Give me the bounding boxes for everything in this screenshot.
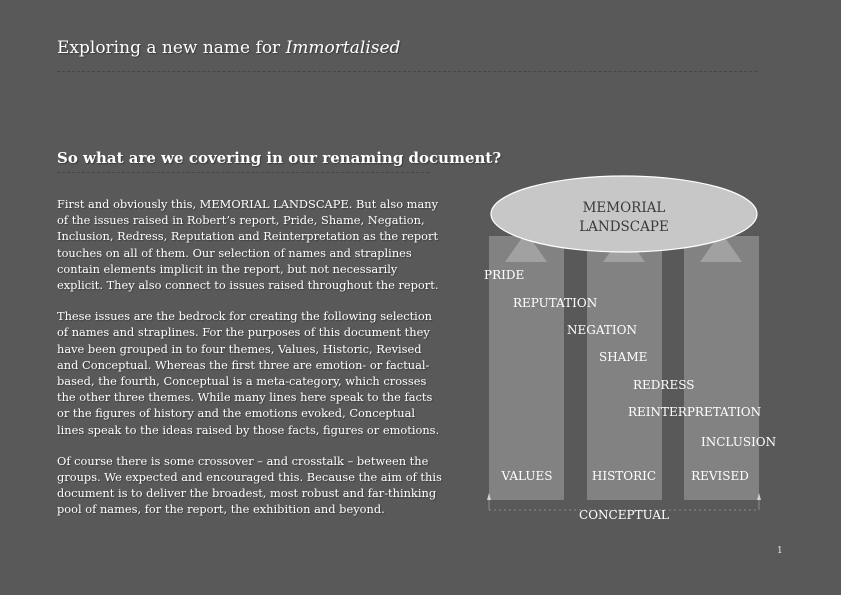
issue-label: NEGATION	[567, 323, 637, 337]
issue-label: SHAME	[599, 350, 648, 364]
issue-label: REPUTATION	[513, 296, 598, 310]
theme-label: REVISED	[691, 469, 749, 483]
issue-label: REINTERPRETATION	[628, 405, 762, 419]
pillar-revised	[684, 236, 759, 500]
theme-label: HISTORIC	[591, 469, 657, 483]
page-number: 1	[777, 546, 783, 556]
issue-label: PRIDE	[484, 268, 525, 282]
title-prefix: Exploring a new name for	[57, 38, 286, 58]
paragraph-3: Of course there is some crossover – and crosstalk – between the groups. We expected and encouraged this. Because the aim of this document is to deliver the broadest, most robust and far-thinking pool of names, for the report, the exhibition and beyond.	[57, 453, 442, 517]
ellipse-label-line1: MEMORIAL	[582, 200, 666, 216]
issue-label: INCLUSION	[701, 435, 777, 449]
meta-theme-label: CONCEPTUAL	[579, 508, 669, 522]
paragraph-2: These issues are the bedrock for creating the following selection of names and straplines. For the purposes of this document they have been grouped in to four themes, Values, Historic, Revised and Conceptual. Whereas the first three are emotion- or factual-based, the fourth, Conceptual is a meta-category, which crosses the other three themes. While many lines here speak to the facts or the figures of history and the emotions evoked, Conceptual lines speak to the ideas raised by those facts, figures or emotions.	[57, 309, 440, 437]
ellipse-label-line2: LANDSCAPE	[579, 219, 669, 235]
paragraph-1: First and obviously this, MEMORIAL LANDSCAPE. But also many of the issues raised in Robert’s report, Pride, Shame, Negation, Inclusion, Redress, Reputation and Reinterpretation as the report touches on all of them. Our selection of names and straplines contain elements implicit in the report, but not necessarily explicit. They also connect to issues raised throughout the report.	[57, 197, 439, 293]
section-heading: So what are we covering in our renaming document?	[57, 149, 502, 167]
theme-label: VALUES	[501, 469, 553, 483]
title-italic: Immortalised	[285, 38, 401, 58]
pillar-historic	[587, 236, 662, 500]
issue-label: REDRESS	[633, 378, 695, 392]
